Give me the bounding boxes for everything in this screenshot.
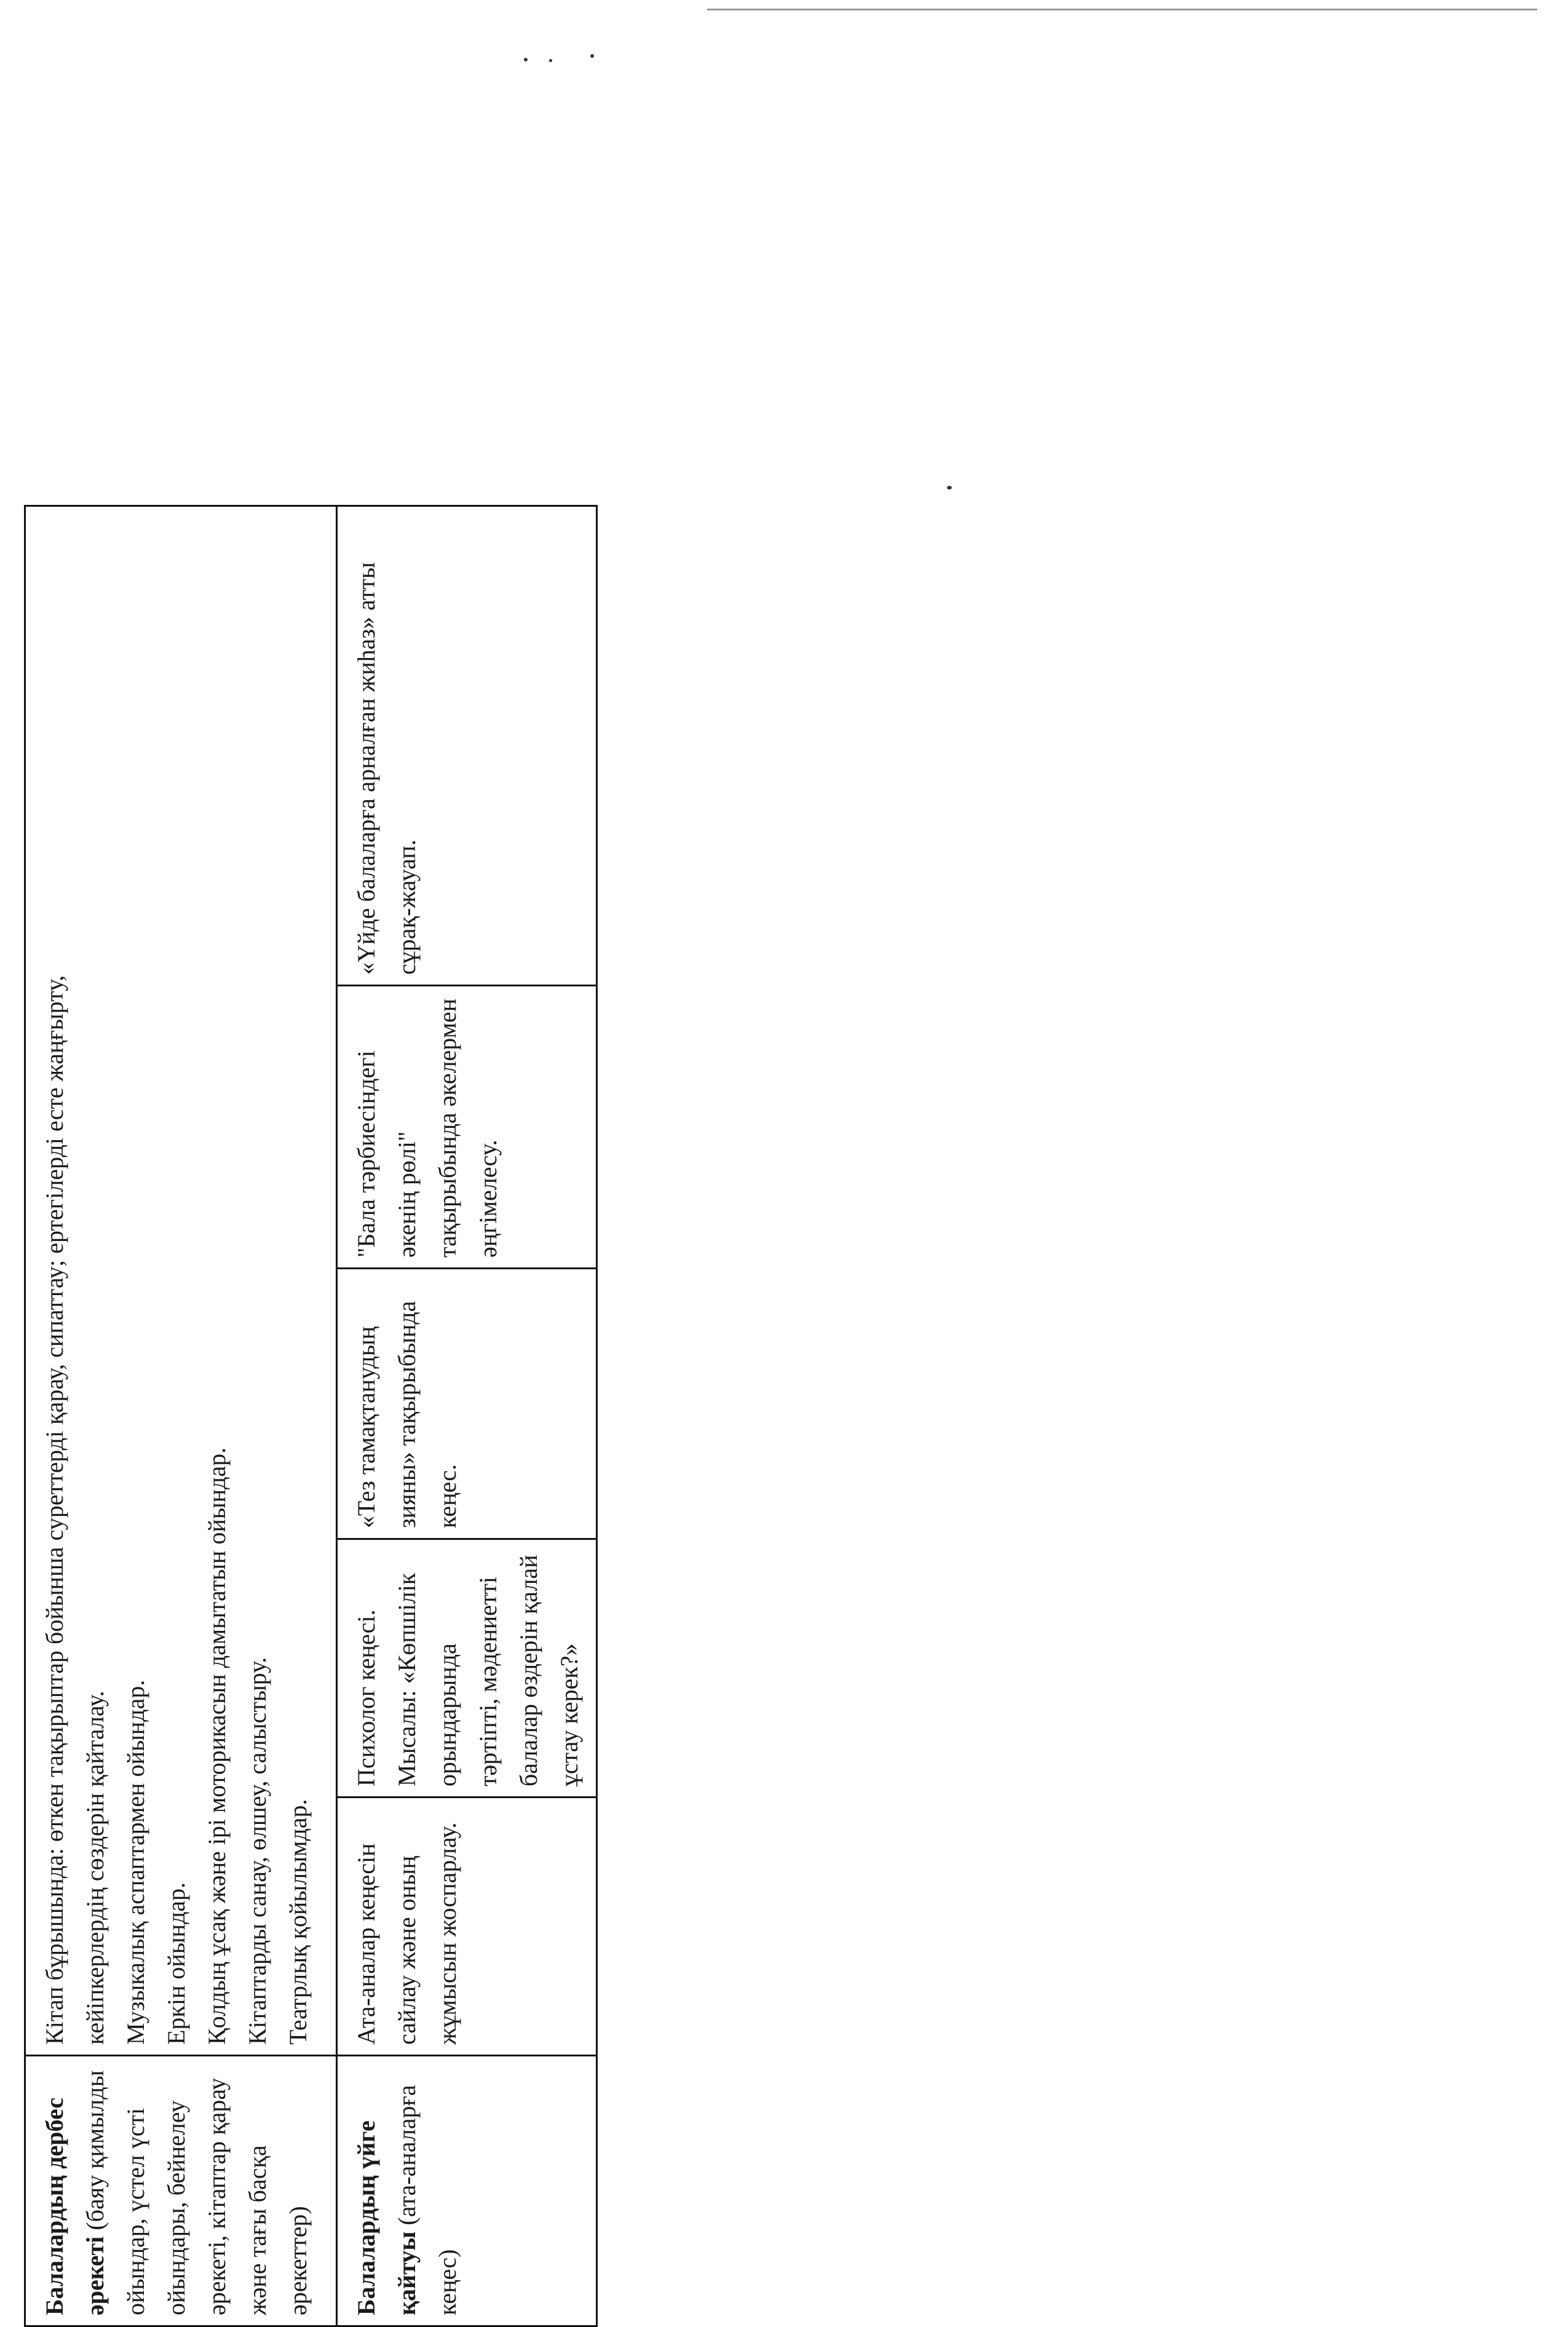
row-heading-description: (ата-аналарға кеңес) bbox=[393, 2085, 461, 2315]
scan-artifact-speck bbox=[947, 486, 952, 490]
independent-activity-content bbox=[25, 505, 337, 2055]
table-row-independent-activity bbox=[25, 505, 337, 2326]
row-heading-going-home bbox=[337, 2056, 597, 2326]
activity-line: Кітап бұрышында: өткен тақырыптар бойынша суреттерді қарау, сипаттау; ертегілерді есте жаңғырту, bbox=[41, 975, 68, 2045]
parent-advice-cell: Психолог кеңесі. Мысалы: «Көпшілік орындарында тәртіпті, мәдениетті балалар өздерін қалай ұстау керек?» bbox=[337, 1539, 597, 1798]
activity-line: Театрлық қойылымдар. bbox=[284, 1799, 312, 2045]
scan-artifact-speck bbox=[590, 54, 594, 58]
parent-advice-cell: "Бала тәрбиесіндегі әкенің рөлі" тақырыбында әкелермен әңгімелесу. bbox=[337, 986, 597, 1269]
scan-artifact-speck bbox=[524, 58, 528, 61]
rotated-plan-sheet bbox=[24, 507, 583, 2327]
row-heading-title: Балалардың үйге қайтуы bbox=[352, 2120, 421, 2315]
parent-advice-cell: Ата-аналар кеңесін сайлау және оның жұмысын жоспарлау. bbox=[337, 1798, 597, 2056]
scan-artifact-line bbox=[707, 9, 1537, 10]
activity-line: Кітаптарды санау, өлшеу, салыстыру. bbox=[244, 1657, 271, 2045]
table-row-going-home bbox=[337, 505, 597, 2326]
activity-line: кейіпкерлердің сөздерін қайталау. bbox=[81, 1691, 109, 2045]
parent-advice-cell: «Тез тамақтанудың зияны» тақырыбында кеңес. bbox=[337, 1269, 597, 1539]
row-heading-independent-activity bbox=[25, 2056, 337, 2326]
plan-table bbox=[24, 505, 598, 2327]
activity-line: Еркін ойындар. bbox=[162, 1882, 190, 2045]
activity-line: Қолдың ұсақ және ірі моторикасын дамытатын ойындар. bbox=[203, 1447, 231, 2045]
activity-line: Музыкалық аспаптармен ойындар. bbox=[122, 1679, 149, 2045]
row-heading-title: Балалардың дербес әрекеті bbox=[41, 2098, 109, 2315]
scan-artifact-speck bbox=[549, 59, 552, 62]
row-heading-description: (баяу қимылды ойындар, үстел үсті ойындары, бейнелеу әрекеті, кітаптар қарау және тағы басқа әрекеттер) bbox=[81, 2070, 312, 2315]
parent-advice-cell: «Үйде балаларға арналған жиһаз» атты сұрақ-жауап. bbox=[337, 505, 597, 985]
